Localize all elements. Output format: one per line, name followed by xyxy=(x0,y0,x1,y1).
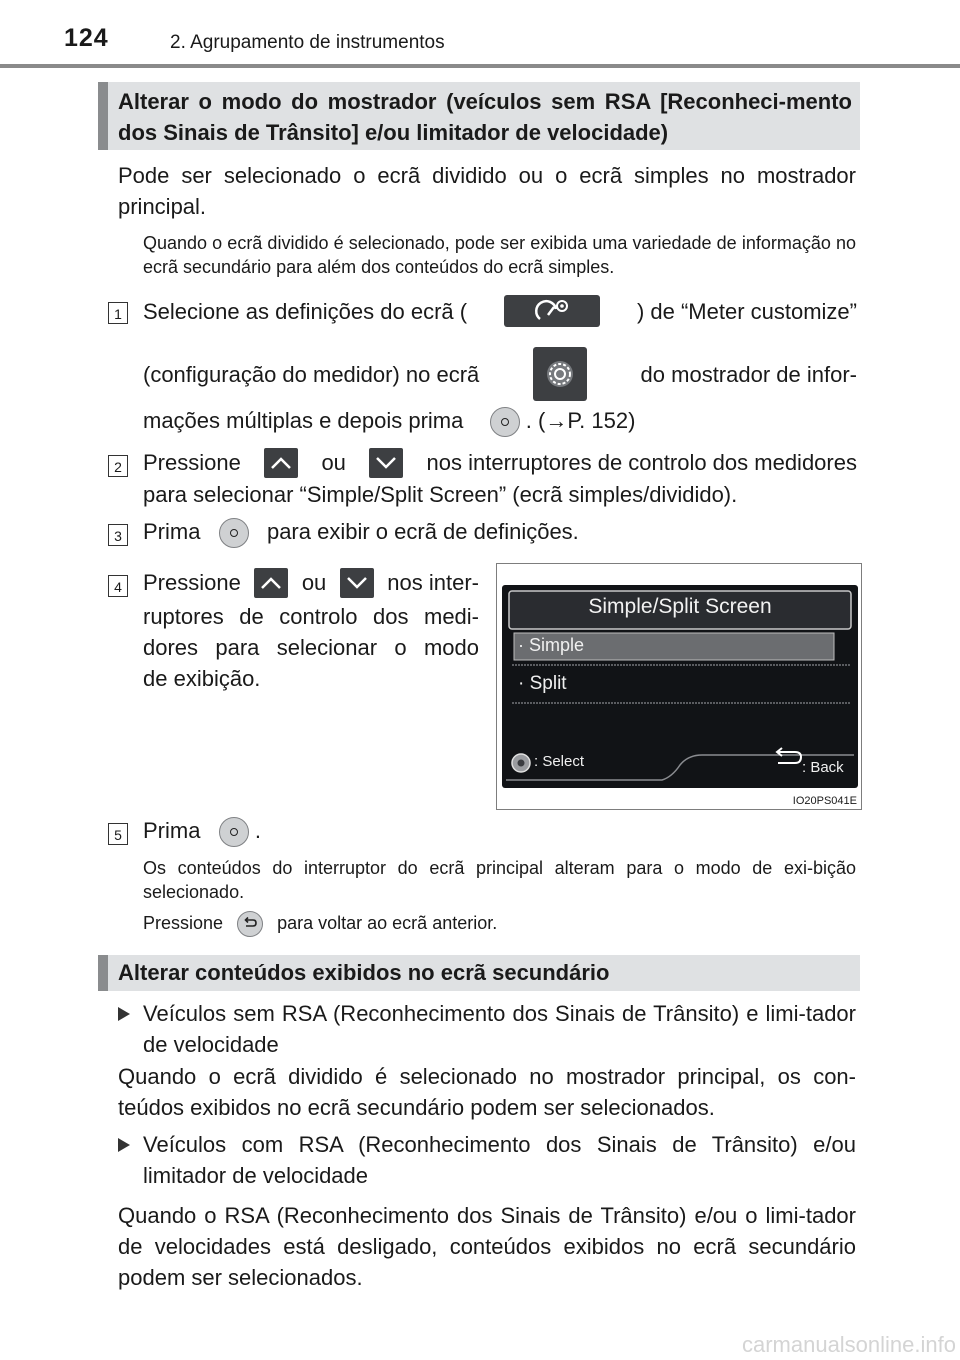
bullet-text-without-rsa: Veículos sem RSA (Reconhecimento dos Sinais de Trânsito) e limi-tador de velocidade xyxy=(143,1001,856,1057)
step-2-text-a: Pressione xyxy=(143,450,241,475)
section-heading-secondary-screen: Alterar conteúdos exibidos no ecrã secundário xyxy=(98,955,860,991)
step-4-line-1 xyxy=(143,567,479,598)
step-number-4: 4 xyxy=(108,575,128,597)
page-reference-link[interactable]: P. 152) xyxy=(567,408,636,433)
section-heading-display-mode: Alterar o modo do mostrador (veículos sem RSA [Reconheci-mento dos Sinais de Trânsito] e/ou limitador de velocidade) xyxy=(98,82,860,150)
step-5-note-2a: Pressione xyxy=(143,913,224,933)
screen-title: Simple/Split Screen xyxy=(588,595,772,618)
step-5-text-a: Prima xyxy=(143,818,201,843)
meter-settings-icon xyxy=(504,295,600,327)
step-4-text-d: ruptores de controlo dos medi- xyxy=(143,604,479,629)
bullet-triangle-icon xyxy=(118,1007,130,1021)
screen-option-split[interactable]: · Split xyxy=(518,673,567,694)
header-rule xyxy=(0,64,960,68)
step-5-line xyxy=(143,815,261,847)
bullet-triangle-icon xyxy=(118,1138,130,1152)
chapter-title: 2. Agrupamento de instrumentos xyxy=(170,32,445,53)
step-2-text-d: para selecionar “Simple/Split Screen” (ecrã simples/dividido). xyxy=(143,482,738,507)
settings-gear-icon xyxy=(533,347,587,401)
step-3-text-b: para exibir o ecrã de definições. xyxy=(266,519,579,544)
screen-panel xyxy=(502,585,858,788)
arrow-icon: → xyxy=(545,408,568,433)
step-1-text-b: ) de “Meter customize” xyxy=(636,298,857,324)
step-1-text-a: Selecione as definições do ecrã ( xyxy=(143,298,468,324)
enter-button-icon xyxy=(490,407,520,437)
page-number: 124 xyxy=(64,24,109,52)
step-1-text-e: mações múltiplas e depois prima xyxy=(143,408,464,433)
step-1-text-f: . ( xyxy=(525,408,546,433)
step-1-line-1 xyxy=(143,295,857,327)
enter-button-icon xyxy=(219,518,249,548)
down-button-icon xyxy=(369,448,403,478)
paragraph-without-rsa: Quando o ecrã dividido é selecionado no mostrador principal, os con-teúdos exibidos no ecrã secundário podem ser selecionados. xyxy=(118,1064,856,1120)
watermark: carmanualsonline.info xyxy=(741,1332,956,1357)
step-1-text-c: (configuração do medidor) no ecrã xyxy=(143,361,480,387)
up-button-icon xyxy=(254,568,288,598)
enter-button-icon xyxy=(219,817,249,847)
step-4-text-e: dores para selecionar o modo xyxy=(143,635,479,660)
step-1-line-2 xyxy=(143,347,857,401)
step-5-text-b: . xyxy=(254,818,261,843)
step-3-line xyxy=(143,516,579,548)
step-4-text-f: de exibição. xyxy=(143,666,261,691)
step-4-text-a: Pressione xyxy=(143,570,241,595)
intro-paragraph: Pode ser selecionado o ecrã dividido ou o ecrã simples no mostrador principal. xyxy=(118,163,856,219)
step-number-2: 2 xyxy=(108,455,128,477)
bullet-item-with-rsa xyxy=(118,1129,856,1191)
step-2-text-c: nos interruptores de controlo dos medidores xyxy=(426,450,857,475)
step-4-text-b: ou xyxy=(301,570,327,595)
step-1-line-3 xyxy=(143,405,635,437)
display-screen-illustration xyxy=(496,563,862,810)
bullet-item-without-rsa xyxy=(118,998,856,1060)
intro-note: Quando o ecrã dividido é selecionado, pode ser exibida uma variedade de informação no ecrã secundário para além dos conteúdos do ecrã simples. xyxy=(143,233,856,277)
step-2-line-1 xyxy=(143,447,857,478)
up-button-icon xyxy=(264,448,298,478)
step-number-3: 3 xyxy=(108,524,128,546)
step-5-note-2b: para voltar ao ecrã anterior. xyxy=(277,913,498,933)
bullet-text-with-rsa: Veículos com RSA (Reconhecimento dos Sinais de Trânsito) e/ou limitador de velocidade xyxy=(143,1132,856,1188)
screen-select-label: : Select xyxy=(534,753,585,770)
step-number-5: 5 xyxy=(108,823,128,845)
screen-back-label: : Back xyxy=(802,759,844,776)
step-5-note-1: Os conteúdos do interruptor do ecrã principal alteram para o modo de exi-bição selecionado. xyxy=(143,858,856,902)
paragraph-with-rsa: Quando o RSA (Reconhecimento dos Sinais de Trânsito) e/ou o limi-tador de velocidades está desligado, conteúdos exibidos no ecrã secundário podem ser selecionados. xyxy=(118,1203,856,1290)
step-1-text-d: do mostrador de infor- xyxy=(640,361,857,387)
step-2-text-b: ou xyxy=(321,450,346,475)
back-button-icon xyxy=(237,911,263,937)
screen-option-simple[interactable]: · Simple xyxy=(518,635,585,655)
step-4-text-c: nos inter- xyxy=(387,570,479,595)
step-5-note-2 xyxy=(143,911,497,937)
down-button-icon xyxy=(340,568,374,598)
step-number-1: 1 xyxy=(108,302,128,324)
step-3-text-a: Prima xyxy=(143,519,201,544)
screen-caption: IO20PS041E xyxy=(792,795,857,807)
